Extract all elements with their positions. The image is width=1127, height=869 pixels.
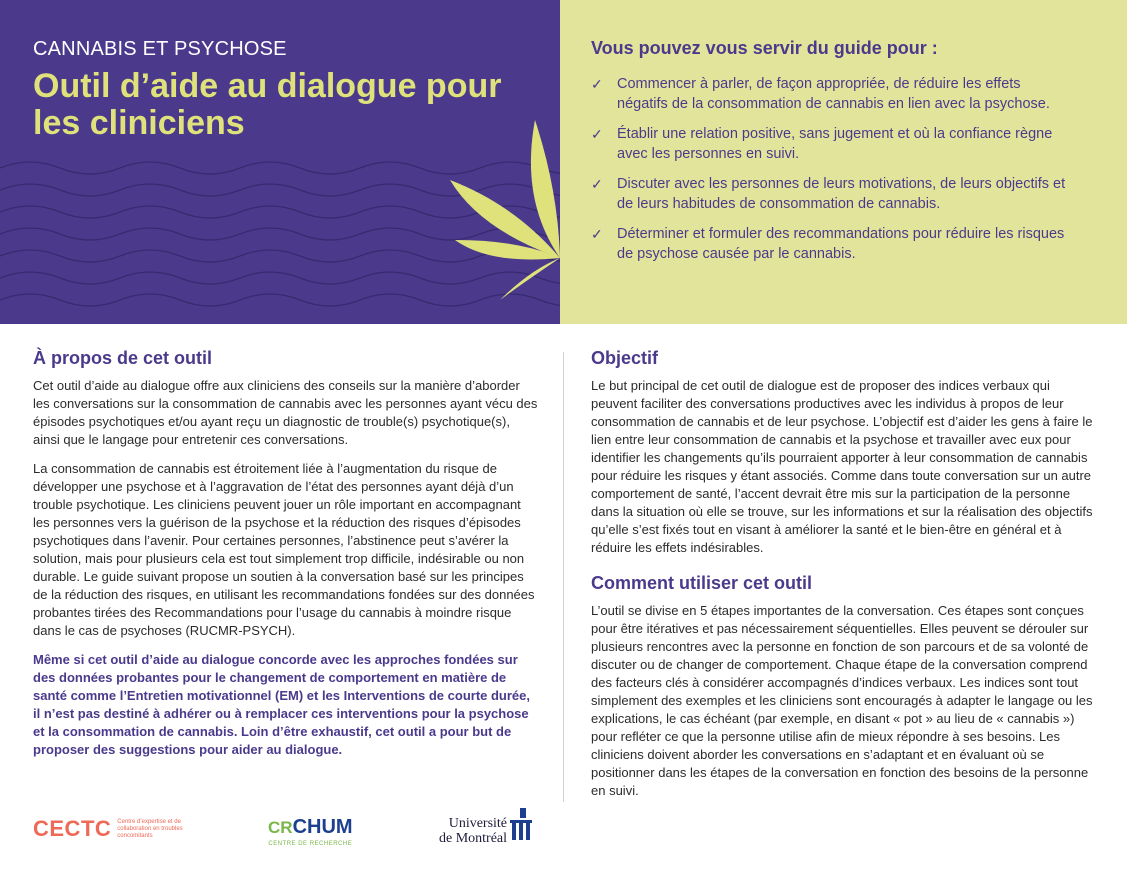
- cectc-wordmark: CECTC: [33, 816, 112, 841]
- guide-item-text: Établir une relation positive, sans jugement et où la confiance règne avec les personnes en suivi.: [617, 126, 1053, 162]
- guide-item: [591, 224, 1071, 264]
- guide-item-text: Déterminer et formuler des recommandations pour réduire les risques de psychose causée par le cannabis.: [617, 226, 1065, 262]
- crchum-logo: [268, 816, 353, 847]
- objective-title: Objectif: [591, 348, 659, 368]
- cectc-logo: [33, 816, 197, 842]
- guide-list: [591, 74, 1071, 274]
- checkmark-icon: ✓: [591, 226, 603, 242]
- guide-item-text: Discuter avec les personnes de leurs motivations, de leurs objectifs et de leurs habitudes de consommation de cannabis.: [617, 176, 1066, 212]
- about-paragraph-1: Cet outil d’aide au dialogue offre aux cliniciens des conseils sur la manière d’aborder les conversations sur la consommation de cannabis avec les personnes ayant vécu des épisodes psychotiques et/ou ayant reçu un diagnostic de trouble(s) psychotique(s), ainsi que le langage pour entretenir ces conversations.: [33, 378, 538, 447]
- cectc-subtitle: Centre d’expertise et de collaboration en troubles concomitants: [117, 818, 183, 839]
- checkmark-icon: ✓: [591, 126, 603, 142]
- cannabis-leaf-icon: [450, 120, 560, 300]
- udem-logo: [439, 808, 536, 846]
- about-paragraph-3: Même si cet outil d’aide au dialogue concorde avec les approches fondées sur des données probantes pour le changement de comportement en matière de santé comme l’Entretien motivationnel (EM) et les Interventions de courte durée, il n’est pas destiné à adhérer ou à remplacer ces interventions pour la psychose et la consommation de cannabis. Loin d’être exhaustif, cet outil a pour but de proposer des suggestions pour aider au dialogue.: [33, 652, 530, 757]
- page-title: Outil d’aide au dialogue pour les cliniciens: [33, 67, 502, 142]
- hero-kicker: CANNABIS ET PSYCHOSE: [33, 38, 287, 60]
- hero-banner: [0, 0, 560, 324]
- checkmark-icon: ✓: [591, 176, 603, 192]
- checkmark-icon: ✓: [591, 76, 603, 92]
- objective-paragraph: Le but principal de cet outil de dialogue est de proposer des indices verbaux qui peuvent faciliter des conversations productives avec les individus à propos de leur consommation de cannabis et de leur psychose. L’objectif est d’aider les gens à faire le lien entre leur consommation de cannabis et la psychose et travailler avec eux pour identifier les changements qu’ils pourraient apporter à leur consommation de cannabis pour réduire les risques y étant associés. Comme dans toute conversation sur un autre comportement de santé, l’accent devrait être mis sur la participation de la personne dans la situation où elle se trouve, sur les informations et sur la réalisation des objectifs qu’elle s’est fixés tout en visant à améliorer la santé et le bien-être en général et à réduire les effets indésirables.: [591, 378, 1093, 555]
- column-divider: [563, 352, 564, 802]
- guide-item-text: Commencer à parler, de façon appropriée, de réduire les effets négatifs de la consommation de cannabis en lien avec la psychose.: [617, 76, 1050, 112]
- crchum-subtitle: CENTRE DE RECHERCHE: [268, 841, 353, 847]
- guide-item: [591, 74, 1071, 114]
- guide-item: [591, 174, 1071, 214]
- objective-section: [591, 348, 1093, 811]
- udem-line-1: Université: [448, 816, 508, 831]
- udem-wordmark: [439, 816, 507, 846]
- udem-emblem-icon: [510, 808, 536, 842]
- udem-line-2: de Montréal: [439, 831, 508, 846]
- guide-item: [591, 124, 1071, 164]
- crchum-chum: CHUM: [292, 816, 353, 838]
- about-paragraph-2: La consommation de cannabis est étroitement liée à l’augmentation du risque de développer une psychose et à l’aggravation de l’état des personnes ayant déjà d’un trouble psychotique. Les cliniciens peuvent jouer un rôle important en accompagnant les personnes vers la guérison de la psychose et la réduction des risques d’épisodes psychotiques dans l’avenir. Pour certaines personnes, l’abstinence peut s’avérer la solution, mais pour plusieurs cela est tout simplement trop difficile, indésirable ou non durable. Le guide suivant propose un soutien à la conversation basé sur les principes de la réduction des risques, en utilisant les recommandations fondées sur des données probantes tirées des Recommandations pour l’usage du cannabis à moindre risque dans le cas de psychoses (RUCMR-PSYCH).: [33, 461, 535, 638]
- howto-title: Comment utiliser cet outil: [591, 573, 813, 593]
- guide-title: Vous pouvez vous servir du guide pour :: [591, 38, 938, 58]
- about-title: À propos de cet outil: [33, 348, 213, 368]
- howto-paragraph: L’outil se divise en 5 étapes importantes de la conversation. Ces étapes sont conçues pour être itératives et pas nécessairement séquentielles. Elles peuvent se dérouler sur plusieurs rencontres avec la personne en fonction de son parcours et de sa volonté de discuter ou de changer de comportement. Chaque étape de la conversation comprend des facteurs clés à considérer accompagnés d’indices verbaux. Les indices sont tout simplement des exemples et les cliniciens sont encouragés à adapter le langage ou les explications, le cas échéant (par exemple, en disant « pot » au lieu de « cannabis ») pour refléter ce que la personne utilise afin de mieux répondre à ses besoins. Les cliniciens doivent aborder les conversations en s’adaptant et en évaluant où se positionner dans les étapes de la conversation en fonction des besoins de la personne en suivi.: [591, 603, 1093, 798]
- about-section: [33, 348, 538, 770]
- crchum-cr: CR: [268, 818, 293, 837]
